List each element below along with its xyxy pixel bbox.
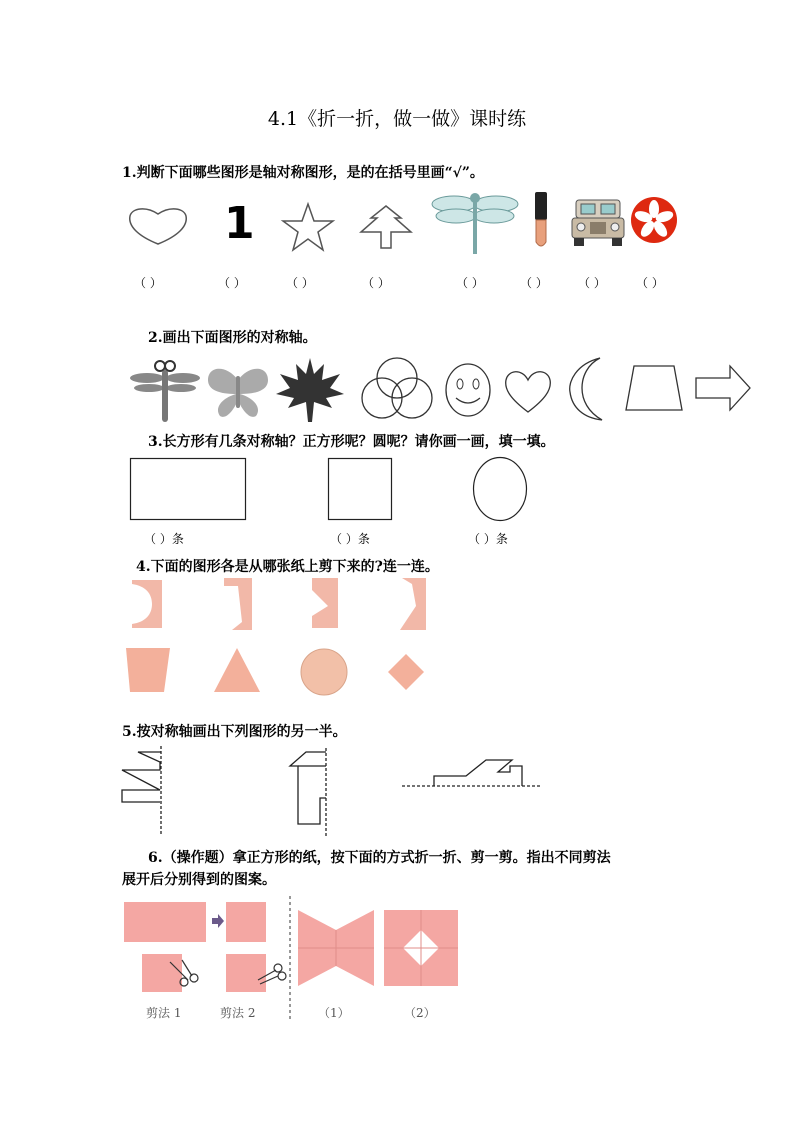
cut-method-2-label: 剪法 2 xyxy=(220,1006,256,1020)
star-outline-figure xyxy=(280,202,336,252)
result-pattern-1 xyxy=(296,908,376,988)
q1-blank-6[interactable]: （ ） xyxy=(520,276,548,290)
heart-outline-figure xyxy=(128,206,188,246)
q6-text-line1: 6.（操作题）拿正方形的纸，按下面的方式折一折、剪一剪。指出不同剪法 xyxy=(148,850,611,866)
tree-outline-figure xyxy=(357,204,415,250)
leaf-silhouette xyxy=(274,356,346,424)
result-1-label: （1） xyxy=(318,1006,350,1020)
arrow-figure xyxy=(694,364,752,412)
result-2-label: （2） xyxy=(404,1006,436,1020)
page-title: 4.1《折一折，做一做》课时练 xyxy=(267,108,527,130)
brush-figure xyxy=(532,192,552,250)
smiley-face-figure xyxy=(444,362,492,418)
diamond-paper-shape xyxy=(386,652,426,692)
q1-blank-5[interactable]: （ ） xyxy=(456,276,484,290)
trapezoid-paper-shape xyxy=(124,646,172,694)
q1-text: 1.判断下面哪些图形是轴对称图形，是的在括号里画“√”。 xyxy=(122,165,484,181)
folding-paper-steps xyxy=(122,896,292,996)
q4-text: 4.下面的图形各是从哪张纸上剪下来的?连一连。 xyxy=(136,559,439,575)
digit-one-figure: 1 xyxy=(224,198,255,249)
trapezoid-figure xyxy=(624,364,684,412)
q1-blank-3[interactable]: （ ） xyxy=(286,276,314,290)
circle-paper-shape xyxy=(300,648,348,696)
q2-text: 2.画出下面图形的对称轴。 xyxy=(148,330,317,346)
heart-figure xyxy=(504,368,552,414)
half-figure-2 xyxy=(286,748,336,840)
butterfly-silhouette xyxy=(206,364,270,420)
result-pattern-2 xyxy=(382,908,460,988)
q3-blank-rectangle[interactable]: （ ）条 xyxy=(144,532,184,546)
hong-kong-emblem-figure xyxy=(630,196,678,244)
three-circles-figure xyxy=(356,356,438,422)
q1-blank-2[interactable]: （ ） xyxy=(218,276,246,290)
q1-blank-1[interactable]: （ ） xyxy=(134,276,162,290)
q5-text: 5.按对称轴画出下列图形的另一半。 xyxy=(122,724,347,740)
q6-text-line2: 展开后分别得到的图案。 xyxy=(122,872,276,888)
triangle-paper-shape xyxy=(212,646,262,694)
q1-blank-7[interactable]: （ ） xyxy=(578,276,606,290)
q3-blank-square[interactable]: （ ）条 xyxy=(330,532,370,546)
q1-blank-8[interactable]: （ ） xyxy=(636,276,664,290)
half-figure-3 xyxy=(400,752,544,792)
half-figure-1 xyxy=(118,746,168,838)
q1-blank-4[interactable]: （ ） xyxy=(362,276,390,290)
q3-text: 3.长方形有几条对称轴？正方形呢？圆呢？请你画一画，填一填。 xyxy=(148,434,555,450)
q3-blank-circle[interactable]: （ ）条 xyxy=(468,532,508,546)
crescent-figure xyxy=(566,356,606,422)
rectangle-figure xyxy=(130,458,246,520)
dragonfly-silhouette xyxy=(130,358,200,424)
jeep-figure xyxy=(570,196,626,248)
paper-piece-half-triangle xyxy=(310,576,340,630)
square-figure xyxy=(328,458,392,520)
dragonfly-figure xyxy=(432,190,518,256)
divider-dashed-line xyxy=(288,896,292,1020)
paper-piece-half-trapezoid xyxy=(222,576,256,632)
paper-piece-half-diamond xyxy=(398,576,428,632)
circle-figure xyxy=(472,456,528,522)
paper-piece-half-circle xyxy=(130,578,164,630)
cut-method-1-label: 剪法 1 xyxy=(146,1006,182,1020)
